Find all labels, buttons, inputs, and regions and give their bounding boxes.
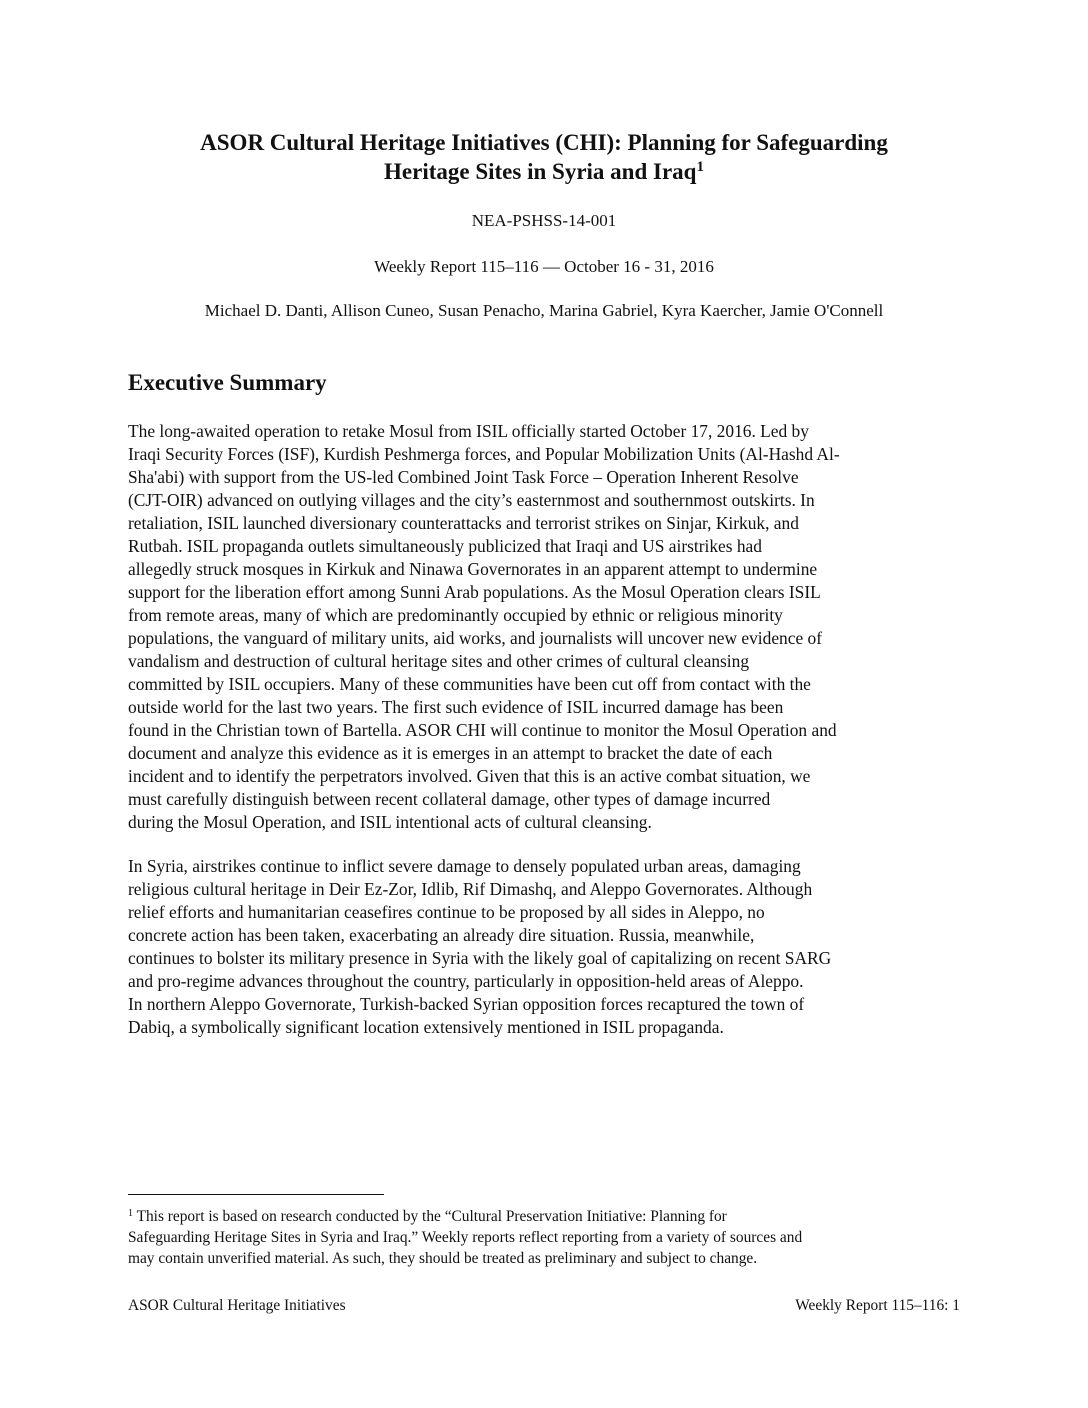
title-footnote-marker[interactable]: 1: [696, 159, 704, 175]
paragraph-1-line: Iraqi Security Forces (ISF), Kurdish Peshmerga forces, and Popular Mobilization Units (Al-Hashd Al-: [128, 444, 840, 464]
paragraph-1-line: must carefully distinguish between recent collateral damage, other types of damage incurred: [128, 789, 771, 809]
paragraph-1-line: found in the Christian town of Bartella. ASOR CHI will continue to monitor the Mosul Operation and: [128, 720, 837, 740]
paragraph-1-line: (CJT-OIR) advanced on outlying villages and the city’s easternmost and southernmost outskirts. In: [128, 490, 815, 510]
paragraph-1-line: Rutbah. ISIL propaganda outlets simultaneously publicized that Iraqi and US airstrikes had: [128, 536, 762, 556]
paragraph-2-line: In Syria, airstrikes continue to inflict severe damage to densely populated urban areas, damaging: [128, 856, 801, 876]
footnote-line: [128, 1206, 964, 1227]
paragraph-1-line: Sha'abi) with support from the US-led Combined Joint Task Force – Operation Inherent Resolve: [128, 467, 799, 487]
paragraph-1-line: support for the liberation effort among Sunni Arab populations. As the Mosul Operation clears ISIL: [128, 582, 821, 602]
title-line-2-text: Heritage Sites in Syria and Iraq: [384, 159, 697, 184]
report-line: Weekly Report 115–116 — October 16 - 31, 2016: [374, 257, 714, 276]
paragraph-2-line: religious cultural heritage in Deir Ez-Zor, Idlib, Rif Dimashq, and Aleppo Governorates. Although: [128, 879, 813, 899]
title-line-1: ASOR Cultural Heritage Initiatives (CHI): Planning for Safeguarding: [200, 130, 888, 155]
authors-line: Michael D. Danti, Allison Cuneo, Susan Penacho, Marina Gabriel, Kyra Kaercher, Jamie O'Connell: [204, 301, 884, 320]
section-heading-executive-summary: Executive Summary: [128, 370, 327, 395]
paragraph-1-line: The long-awaited operation to retake Mosul from ISIL officially started October 17, 2016. Led by: [128, 421, 809, 441]
footnote-line: Safeguarding Heritage Sites in Syria and Iraq.” Weekly reports reflect reporting from a variety of sources and: [128, 1229, 803, 1246]
paragraph-1-line: during the Mosul Operation, and ISIL intentional acts of cultural cleansing.: [128, 812, 652, 832]
document-title: [128, 128, 960, 186]
grant-number: NEA-PSHSS-14-001: [471, 211, 617, 230]
paragraph-1-line: document and analyze this evidence as it is emerges in an attempt to bracket the date of each: [128, 743, 773, 763]
footer-page-number: Weekly Report 115–116: 1: [795, 1297, 960, 1314]
paragraph-2-line: Dabiq, a symbolically significant location extensively mentioned in ISIL propaganda.: [128, 1017, 724, 1037]
paragraph-1-line: outside world for the last two years. The first such evidence of ISIL incurred damage has been: [128, 697, 784, 717]
paragraph-2-line: In northern Aleppo Governorate, Turkish-backed Syrian opposition forces recaptured the town of: [128, 994, 805, 1014]
footnote: [128, 1206, 964, 1269]
paragraph-1: [128, 420, 964, 834]
paragraph-1-line: populations, the vanguard of military units, aid works, and journalists will uncover new evidence of: [128, 628, 823, 648]
title-line-2: [128, 157, 960, 186]
footnote-marker: 1: [128, 1208, 133, 1219]
footnote-divider: [128, 1194, 384, 1195]
footer-organization: ASOR Cultural Heritage Initiatives: [128, 1297, 346, 1314]
paragraph-2-line: and pro-regime advances throughout the country, particularly in opposition-held areas of Aleppo.: [128, 971, 804, 991]
paragraph-1-line: allegedly struck mosques in Kirkuk and Ninawa Governorates in an apparent attempt to undermine: [128, 559, 818, 579]
paragraph-1-line: from remote areas, many of which are predominantly occupied by ethnic or religious minority: [128, 605, 783, 625]
paragraph-2-line: continues to bolster its military presence in Syria with the likely goal of capitalizing on recent SARG: [128, 948, 832, 968]
paragraph-2: [128, 855, 964, 1039]
paragraph-1-line: incident and to identify the perpetrators involved. Given that this is an active combat situation, we: [128, 766, 811, 786]
footnote-line: may contain unverified material. As such, they should be treated as preliminary and subject to change.: [128, 1250, 758, 1267]
paragraph-1-line: retaliation, ISIL launched diversionary counterattacks and terrorist strikes on Sinjar, Kirkuk, and: [128, 513, 799, 533]
footnote-line-text: This report is based on research conducted by the “Cultural Preservation Initiative: Planning for: [133, 1208, 727, 1225]
paragraph-1-line: committed by ISIL occupiers. Many of these communities have been cut off from contact with the: [128, 674, 811, 694]
paragraph-2-line: concrete action has been taken, exacerbating an already dire situation. Russia, meanwhile,: [128, 925, 755, 945]
paragraph-2-line: relief efforts and humanitarian ceasefires continue to be proposed by all sides in Aleppo, no: [128, 902, 765, 922]
paragraph-1-line: vandalism and destruction of cultural heritage sites and other crimes of cultural cleansing: [128, 651, 750, 671]
